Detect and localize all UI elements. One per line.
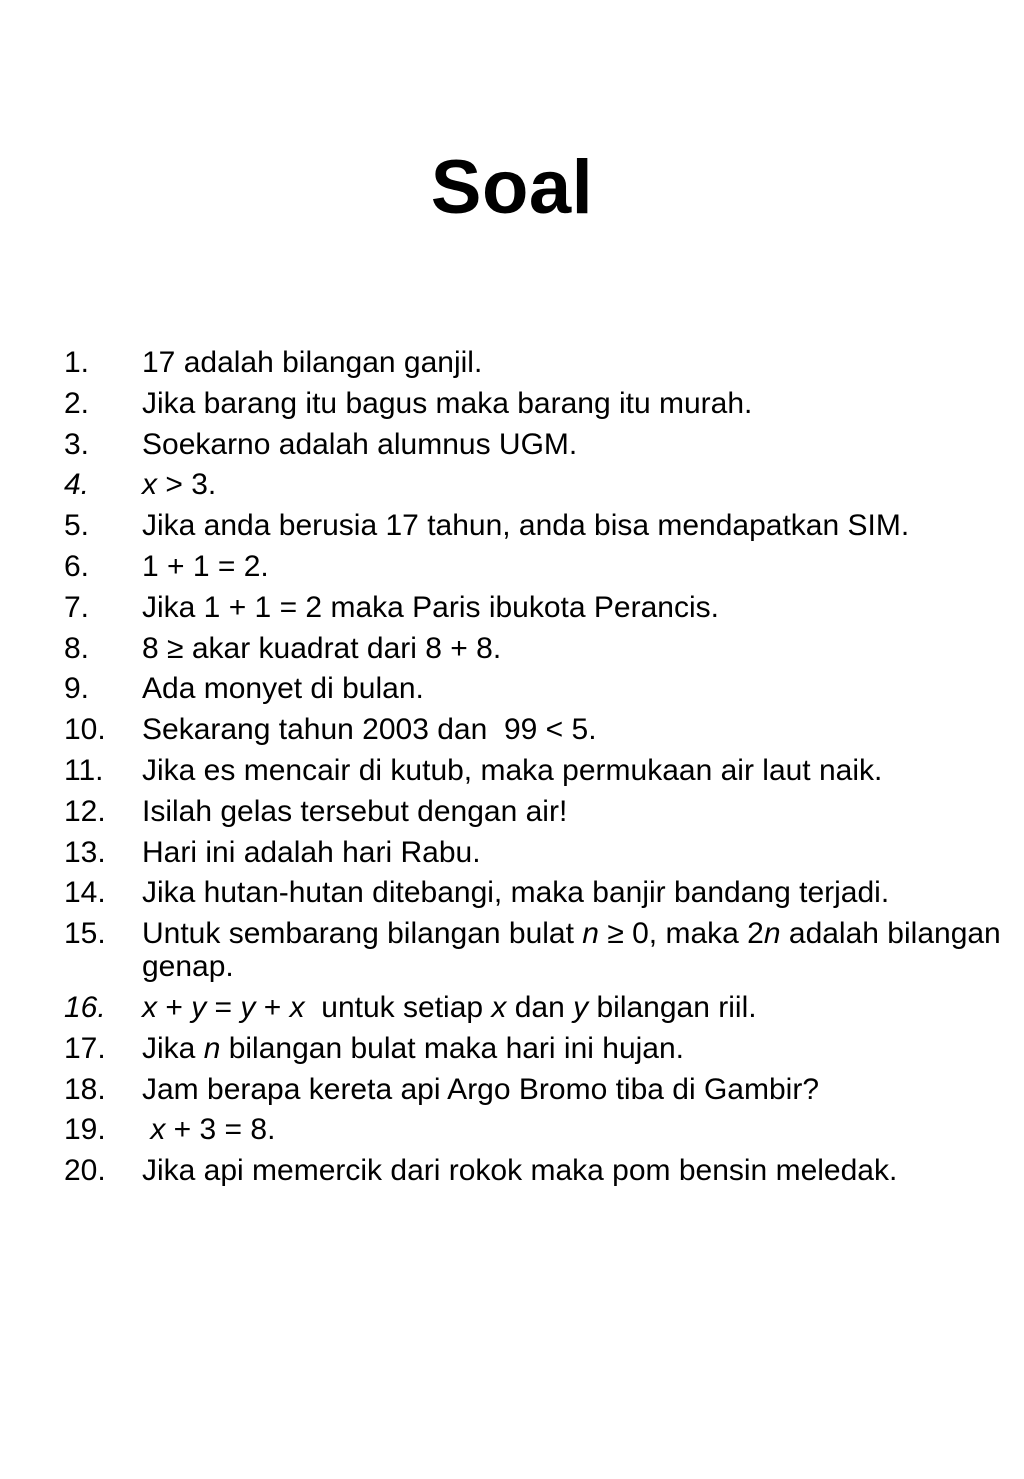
item-number: 12. [64, 794, 106, 828]
text-run: Jika 1 + 1 = 2 maka Paris ibukota Perancis. [142, 590, 719, 624]
item-number: 17. [64, 1031, 106, 1065]
text-run: 1 + 1 = 2. [142, 549, 269, 583]
text-run: Ada monyet di bulan. [142, 672, 424, 706]
text-run: dan [506, 990, 574, 1024]
list-item [64, 836, 1004, 869]
list-item [64, 550, 1004, 583]
text-run: + [157, 990, 192, 1024]
item-text [142, 991, 1004, 1024]
item-number: 14. [64, 876, 106, 910]
list-item [64, 387, 1004, 420]
text-run: Jika api memercik dari rokok maka pom bensin meledak. [142, 1154, 898, 1188]
item-number: 3. [64, 427, 90, 461]
item-text [142, 754, 1004, 787]
item-number: 15. [64, 917, 106, 951]
item-number: 11. [64, 753, 104, 787]
item-number: 18. [64, 1072, 106, 1106]
math-variable: y [240, 990, 256, 1024]
text-run: Jam berapa kereta api Argo Bromo tiba di Gambir? [142, 1072, 820, 1106]
item-text [142, 836, 1004, 869]
text-run: 8 ≥ akar kuadrat dari 8 + 8. [142, 631, 502, 665]
item-number: 2. [64, 386, 90, 420]
list-item [64, 428, 1004, 461]
math-variable: y [573, 990, 589, 1024]
item-number: 10. [64, 713, 106, 747]
list-item [64, 991, 1004, 1024]
item-text [142, 591, 1004, 624]
item-number: 1. [64, 346, 90, 379]
item-text [142, 1032, 1004, 1065]
list-item [64, 346, 1004, 379]
text-run: Hari ini adalah hari Rabu. [142, 835, 481, 869]
text-run: Isilah gelas tersebut dengan air! [142, 794, 568, 828]
text-run: Sekarang tahun 2003 dan 99 < 5. [142, 713, 597, 747]
item-number: 4. [64, 468, 90, 502]
text-run: Jika anda berusia 17 tahun, anda bisa mendapatkan SIM. [142, 509, 910, 543]
list-item [64, 876, 1004, 909]
list-item [64, 1154, 1004, 1187]
text-run: ≥ 0, maka 2 [598, 917, 764, 951]
text-run: Jika es mencair di kutub, maka permukaan air laut naik. [142, 753, 883, 787]
item-text [142, 1154, 1004, 1187]
math-variable: y [191, 990, 207, 1024]
text-run: untuk setiap [304, 990, 492, 1024]
text-run: Soekarno adalah alumnus UGM. [142, 427, 578, 461]
list-item [64, 713, 1004, 746]
item-number: 16. [64, 990, 106, 1024]
item-number: 7. [64, 590, 90, 624]
item-text [142, 550, 1004, 583]
item-number: 13. [64, 835, 106, 869]
math-variable: x [150, 1113, 166, 1147]
math-variable: n [763, 917, 781, 951]
question-list [64, 346, 1010, 1195]
text-run: + [255, 990, 290, 1024]
item-text [142, 917, 1010, 984]
item-number: 5. [64, 509, 90, 543]
math-variable: x [142, 468, 157, 502]
item-number: 20. [64, 1154, 106, 1188]
text-run: bilangan riil. [588, 990, 757, 1024]
item-text [142, 672, 1004, 705]
list-item [64, 917, 1010, 984]
math-variable: n [203, 1031, 221, 1065]
item-text [142, 1113, 1004, 1146]
list-item [64, 1073, 1004, 1106]
item-text [142, 468, 1004, 501]
text-run: Untuk sembarang bilangan bulat [142, 917, 583, 951]
list-item [64, 754, 1004, 787]
text-run: Jika hutan-hutan ditebangi, maka banjir bandang terjadi. [142, 876, 890, 910]
text-run: adalah bilangan genap. [142, 917, 1010, 984]
list-item [64, 672, 1004, 705]
list-item [64, 1032, 1004, 1065]
text-run: 17 adalah bilangan ganjil. [142, 346, 483, 379]
item-text [142, 1073, 1004, 1106]
text-run: > 3. [157, 468, 217, 502]
list-item [64, 1113, 1004, 1146]
text-run: Jika [142, 1031, 204, 1065]
math-variable: n [582, 917, 599, 951]
item-text [142, 346, 1004, 379]
list-item [64, 509, 1004, 542]
item-text [142, 428, 1004, 461]
item-text [142, 509, 1004, 542]
math-variable: x [289, 990, 305, 1024]
page-title: Soal [430, 145, 594, 230]
text-run: + 3 = 8. [165, 1113, 276, 1147]
list-item [64, 795, 1004, 828]
item-number: 9. [64, 672, 90, 706]
text-run: bilangan bulat maka hari ini hujan. [220, 1031, 685, 1065]
list-item [64, 468, 1004, 501]
math-variable: x [142, 990, 157, 1024]
item-text [142, 876, 1004, 909]
list-item [64, 632, 1004, 665]
item-number: 8. [64, 631, 90, 665]
item-number: 19. [64, 1113, 106, 1147]
text-run: = [206, 990, 241, 1024]
text-run: Jika barang itu bagus maka barang itu murah. [142, 386, 753, 420]
list-item [64, 591, 1004, 624]
item-text [142, 713, 1004, 746]
item-text [142, 387, 1004, 420]
item-text [142, 632, 1004, 665]
math-variable: x [491, 990, 507, 1024]
item-number: 6. [64, 549, 90, 583]
item-text [142, 795, 1004, 828]
